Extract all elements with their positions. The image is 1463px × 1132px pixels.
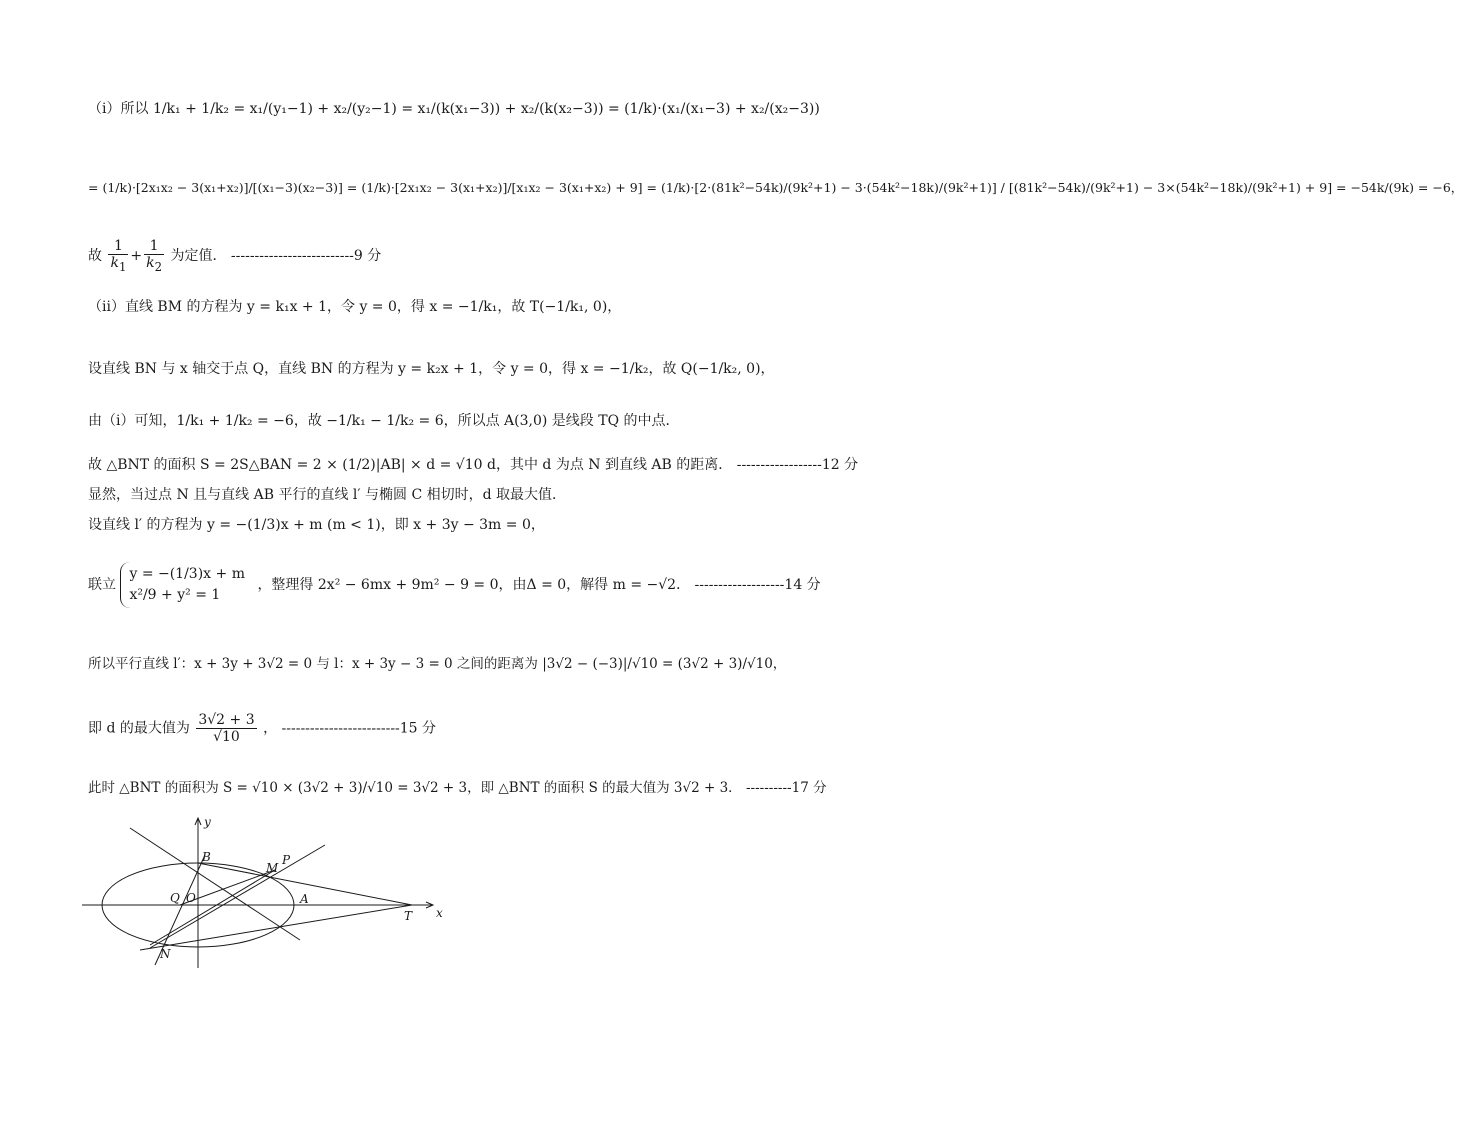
label-n: N <box>160 947 171 961</box>
label-a: A <box>300 892 309 906</box>
line-l-prime-text: 设直线 l′ 的方程为 y = −(1/3)x + m (m < 1)，即 x + 3y − 3m = 0， <box>88 517 545 533</box>
label-t: T <box>404 909 413 923</box>
step-ii-line-6 <box>88 514 888 534</box>
score-mark-17: ----------17 分 <box>745 780 827 796</box>
line-ab <box>130 828 300 940</box>
line-nt <box>140 905 412 950</box>
label-b: B <box>202 850 211 864</box>
score-mark-14: -------------------14 分 <box>694 577 821 593</box>
step-ii-distance <box>88 652 888 672</box>
label-m: M <box>266 861 279 875</box>
x-axis-arrow <box>426 902 433 908</box>
label-p: P <box>282 853 291 867</box>
equation-system: y = −(1/3)x + m x²/9 + y² = 1 <box>120 562 253 608</box>
midpoint-text: 由（i）可知，1/k₁ + 1/k₂ = −6，故 −1/k₁ − 1/k₂ = 6，所以点 A(3,0) 是线段 TQ 的中点． <box>88 413 680 429</box>
step-ii-system: 联立 y = −(1/3)x + m x²/9 + y² = 1 ，整理得 2x² − 6mx + 9m² − 9 = 0，由Δ = 0，解得 m = −√2． -------------------14 分 <box>88 562 888 608</box>
step-ii-lead: （ii）直线 BM 的方程为 y = k₁x + 1，令 y = 0，得 x = −1/k₁，故 T(−1/k₁, 0)， <box>88 299 622 315</box>
final-area-text: 此时 △BNT 的面积为 S = √10 × (3√2 + 3)/√10 = 3√2 + 3，即 △BNT 的面积 S 的最大值为 3√2 + 3． <box>88 780 742 796</box>
step-ii-line-3 <box>88 410 888 430</box>
y-axis-arrow <box>195 818 201 825</box>
step-i-lead: （i）所以 <box>88 101 149 117</box>
step-i-line-2 <box>88 178 1463 196</box>
step-i-tail: 为定值． <box>170 248 227 265</box>
line-nm <box>150 870 275 945</box>
line-np <box>150 845 325 948</box>
label-q: Q <box>170 891 180 905</box>
step-ii-line-2 <box>88 358 888 378</box>
step-ii-max-d: 即 d 的最大值为 $\frac{3√2 + 3}{√10}$ ， -------------------------15 分 <box>88 712 437 746</box>
step-ii-line-5 <box>88 484 888 504</box>
step-i-conclusion: 故 $\frac{1}{k_1}$ + $\frac{1}{k_2}$ 为定值． --------------------------9 分 <box>88 238 382 274</box>
step-ii-final <box>88 776 888 796</box>
label-axis-x: x <box>436 906 443 920</box>
step-i-line-1 <box>88 98 888 118</box>
step-i-formula-2: = (1/k)·[2x₁x₂ − 3(x₁+x₂)]/[(x₁−3)(x₂−3)] = (1/k)·[2x₁x₂ − 3(x₁+x₂)]/[x₁x₂ − 3(x₁+x₂) + 9] = (1/k)·[2·(81k²−54k)/(9k²+1) − 3·(54k²−18k)/(9k²+1)] / [(81k²−54k)/(9k²+1) − 3×(54k²−18k)/(9k²+1) + 9] = −54k/(9k) = −6， <box>88 180 1463 195</box>
score-mark-9: --------------------------9 分 <box>230 248 382 265</box>
step-ii-line-1 <box>88 296 888 316</box>
label-axis-y: y <box>204 815 211 829</box>
score-mark-15: -------------------------15 分 <box>281 720 437 737</box>
step-ii-line-4 <box>88 454 888 474</box>
line-qm <box>180 870 275 905</box>
system-result: ，整理得 2x² − 6mx + 9m² − 9 = 0，由Δ = 0，解得 m = −√2． <box>257 577 691 593</box>
tangent-text: 显然，当过点 N 且与直线 AB 平行的直线 l′ 与椭圆 C 相切时，d 取最大值． <box>88 487 567 503</box>
score-mark-12: ------------------12 分 <box>736 457 859 473</box>
line-bn <box>155 855 205 965</box>
step-i-formula-1: 1/k₁ + 1/k₂ = x₁/(y₁−1) + x₂/(y₂−1) = x₁/(k(x₁−3)) + x₂/(k(x₂−3)) = (1/k)·(x₁/(x₁−3) + x₂/(x₂−3)) <box>152 101 820 117</box>
distance-text: 所以平行直线 l′：x + 3y + 3√2 = 0 与 l：x + 3y − 3 = 0 之间的距离为 |3√2 − (−3)|/√10 = (3√2 + 3)/√10， <box>88 656 787 672</box>
area-text: 故 △BNT 的面积 S = 2S△BAN = 2 × (1/2)|AB| × d = √10 d，其中 d 为点 N 到直线 AB 的距离． <box>88 457 733 473</box>
line-bt <box>198 863 412 905</box>
ellipse-c <box>102 863 294 947</box>
label-o: O <box>186 891 196 905</box>
line-bn-text: 设直线 BN 与 x 轴交于点 Q，直线 BN 的方程为 y = k₂x + 1，令 y = 0，得 x = −1/k₂，故 Q(−1/k₂, 0)， <box>88 361 775 377</box>
